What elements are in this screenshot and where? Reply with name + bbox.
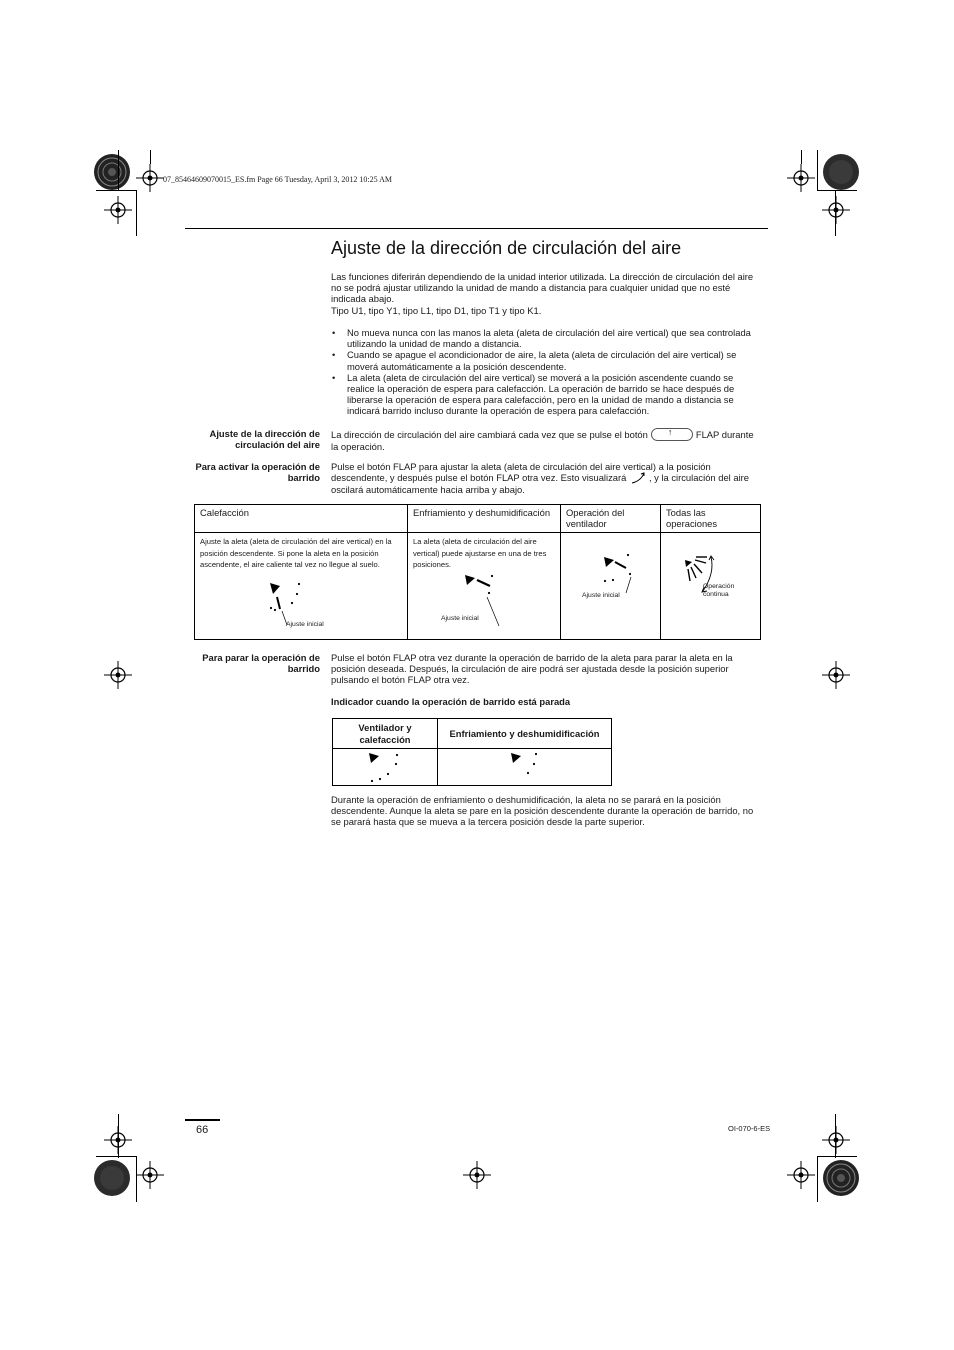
stop-header-fan-heating: Ventilador y calefacción	[333, 719, 438, 749]
section-label-adjust: Ajuste de la dirección de circulación del aire	[209, 428, 320, 451]
crosshair-target-icon	[136, 1161, 164, 1189]
crosshair-target-icon	[787, 1161, 815, 1189]
crop-mark	[835, 1114, 836, 1158]
intro-paragraph: Las funciones diferirán dependiendo de la unidad interior utilizada. La dirección de circulación del aire no se podrá ajustar utilizando la unidad de mando a distancia para cualquier unidad que no esté indicada abajo.	[331, 271, 754, 305]
top-rule	[185, 228, 768, 229]
crosshair-target-icon	[463, 1161, 491, 1189]
swing-on-text-before: Pulse el botón FLAP para ajustar la aleta (aleta de circulación del aire vertical) a la posición descendente, y después pulse el botón FLAP otra vez. Esto visualizará	[331, 461, 711, 484]
page-title: Ajuste de la dirección de circulación del aire	[331, 238, 682, 258]
crop-mark	[817, 150, 818, 190]
stop-indicator-table	[332, 718, 612, 786]
bullet-list	[331, 327, 761, 417]
crosshair-target-icon	[104, 196, 132, 224]
adjust-text-before: La dirección de circulación del aire cambiará cada vez que se pulse el botón	[331, 429, 648, 440]
adjust-text-after: FLAP durante la operación.	[331, 429, 754, 452]
registration-mark-icon	[821, 152, 861, 192]
crop-mark	[96, 1156, 136, 1157]
crop-mark	[150, 150, 151, 164]
crop-mark	[118, 1114, 119, 1158]
crosshair-target-icon	[822, 1126, 850, 1154]
page-number: 66	[196, 1124, 209, 1136]
registration-mark-icon	[92, 152, 132, 192]
swing-indicator-icon	[629, 472, 649, 484]
crop-mark	[96, 190, 136, 191]
stop-cell-fan-heating	[333, 749, 438, 786]
print-header: 07_85464609070015_ES.fm Page 66 Tuesday, April 3, 2012 10:25 AM	[163, 175, 393, 184]
flap-stop-cooling-icon	[509, 752, 543, 782]
crosshair-target-icon	[787, 164, 815, 192]
crop-mark	[118, 150, 119, 190]
closing-paragraph: Durante la operación de enfriamiento o deshumidificación, la aleta no se parará en la posición descendente. Aunque la aleta se pare en la posición descendente durante la operación de barrido, no se parará hasta que se mueva a la tercera posición desde la parte superior.	[331, 794, 754, 828]
flap-button-icon	[651, 428, 693, 441]
crop-mark	[817, 1156, 857, 1157]
crop-mark	[801, 150, 802, 164]
section-label-swing-on: Para activar la operación de barrido	[195, 461, 320, 484]
label-continuous-operation: Operación continua	[703, 583, 735, 598]
mode-header-heating: Calefacción	[195, 505, 408, 533]
crosshair-target-icon	[822, 196, 850, 224]
flap-stop-positions-icon	[367, 752, 407, 784]
crosshair-target-icon	[136, 164, 164, 192]
mode-cell-cooling-text: La aleta (aleta de circulación del aire vertical) puede ajustarse en una de tres posiciones.	[413, 537, 547, 569]
stop-cell-cooling	[438, 749, 612, 786]
swing-off-text: Pulse el botón FLAP otra vez durante la operación de barrido de la aleta para parar la aleta en la posición deseada. Después, la circulación de aire podrá ser ajustada desde la posición superior pulsando el botón FLAP otra vez.	[331, 652, 733, 686]
mode-cell-cooling	[408, 533, 561, 640]
crosshair-target-icon	[822, 661, 850, 689]
crop-mark	[136, 1156, 137, 1202]
registration-mark-icon	[92, 1158, 132, 1198]
registration-mark-icon	[821, 1158, 861, 1198]
crop-mark	[136, 190, 137, 236]
crop-mark	[835, 190, 836, 236]
label-initial-setting: Ajuste inicial	[582, 592, 620, 599]
bullet-item: • No mueva nunca con las manos la aleta (aleta de circulación del aire vertical) que sea controlada utilizando la unidad de mando a distancia.	[331, 327, 761, 349]
mode-cell-heating	[195, 533, 408, 640]
crop-mark	[817, 1156, 818, 1202]
bullet-item: • Cuando se apague el acondicionador de aire, la aleta (aleta de circulación del aire vertical) se moverá automáticamente a la posición descendente.	[331, 349, 761, 371]
label-initial-setting: Ajuste inicial	[286, 621, 324, 628]
mode-header-fan: Operación del ventilador	[561, 505, 661, 533]
swing-on-text	[331, 461, 761, 495]
crop-mark	[817, 190, 857, 191]
mode-header-cooling: Enfriamiento y deshumidificación	[408, 505, 561, 533]
mode-cell-fan	[561, 533, 661, 640]
mode-table	[194, 504, 761, 640]
mode-header-all: Todas las operaciones	[661, 505, 761, 533]
swing-on-text-after: , y la circulación del aire oscilará automáticamente hacia arriba y abajo.	[331, 472, 749, 496]
document-code: OI-070-6-ES	[728, 1124, 771, 1133]
stop-header-cooling: Enfriamiento y deshumidificación	[438, 719, 612, 749]
footer-rule	[185, 1119, 220, 1121]
crosshair-target-icon	[104, 661, 132, 689]
bullet-item: • La aleta (aleta de circulación del aire vertical) se moverá a la posición ascendente cuando se realice la operación de espera para calefacción. La operación de barrido se hace después de liberarse la operación de espera para calefacción, pero en la unidad de mando a distancia se indicará barrido incluso durante la operación de espera para calefacción.	[331, 372, 761, 417]
label-initial-setting: Ajuste inicial	[441, 615, 479, 622]
stop-indicator-heading: Indicador cuando la operación de barrido está parada	[331, 696, 571, 707]
adjust-text	[331, 428, 761, 452]
mode-cell-heating-text: Ajuste la aleta (aleta de circulación del aire vertical) en la posición descendente. Si pone la aleta en la posición ascendente, el aire caliente tal vez no llegue al suelo.	[200, 537, 392, 569]
unit-types: Tipo U1, tipo Y1, tipo L1, tipo D1, tipo T1 y tipo K1.	[331, 305, 542, 316]
mode-cell-all	[661, 533, 761, 640]
section-label-swing-off: Para parar la operación de barrido	[202, 652, 320, 675]
flap-three-positions-icon	[463, 573, 513, 633]
